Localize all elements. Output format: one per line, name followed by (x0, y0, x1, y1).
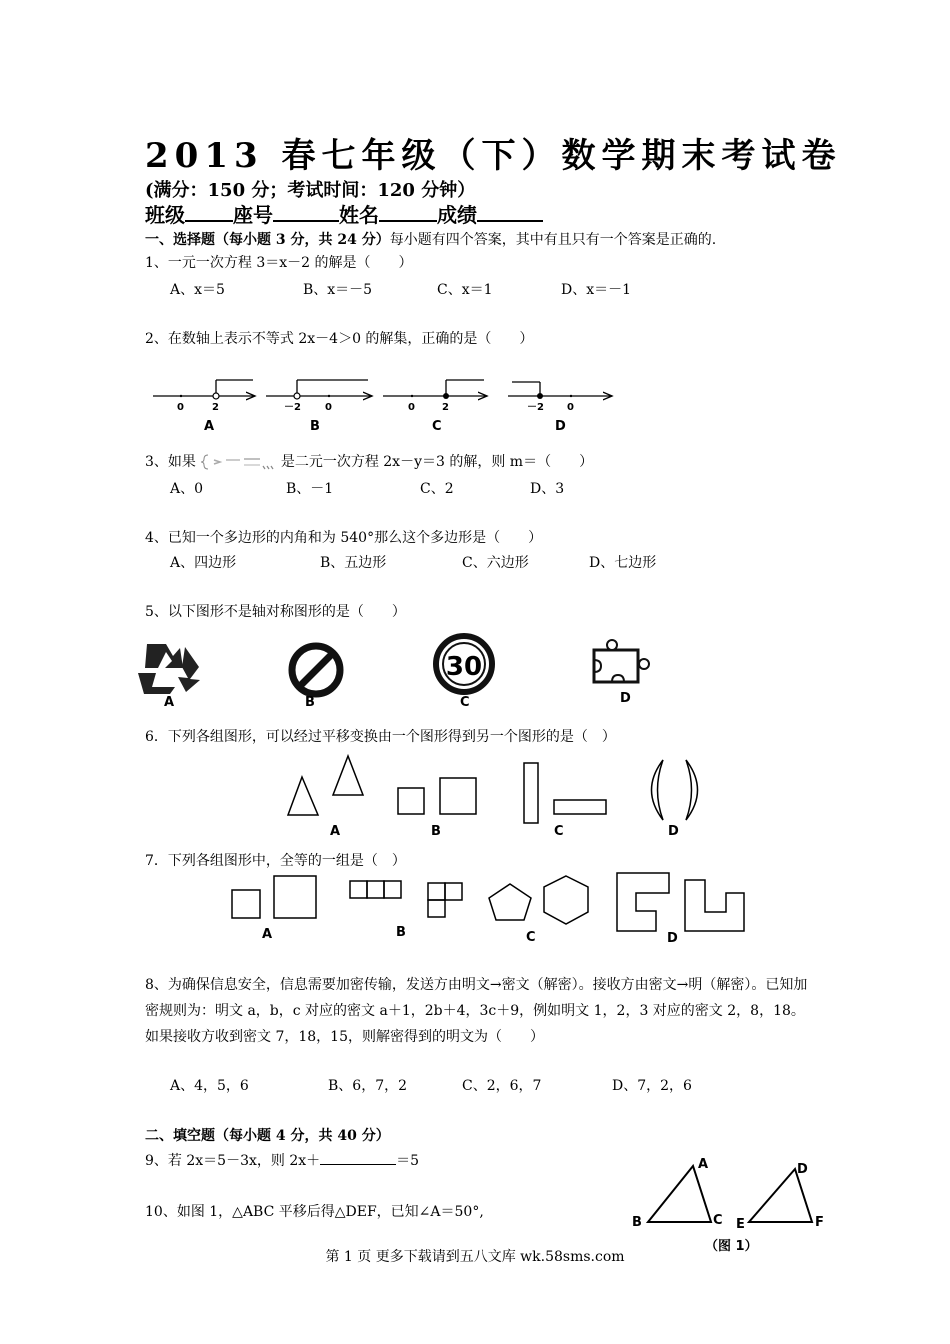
q1-option-c[interactable]: C、x＝1 (437, 282, 493, 298)
triangle-abc (632, 1157, 723, 1230)
q7-label-c: C (526, 930, 536, 945)
q3-option-b[interactable]: B、－1 (286, 481, 334, 497)
q4-option-d[interactable]: D、七边形 (589, 555, 657, 571)
score-label: 成绩 (437, 203, 477, 227)
name-label: 姓名 (339, 203, 379, 227)
q4-option-a[interactable]: A、四边形 (170, 555, 237, 571)
q8-option-b[interactable]: B、6，7，2 (328, 1078, 408, 1094)
q3-stem-suffix: 是二元一次方程 2x－y＝3 的解，则 m＝（ ） (280, 454, 594, 470)
q2-b-tick-neg2: －2 (284, 402, 301, 413)
q8-option-d[interactable]: D、7，2，6 (612, 1078, 692, 1094)
q1-option-b[interactable]: B、x＝－5 (303, 282, 373, 298)
q3-option-c[interactable]: C、2 (420, 481, 454, 497)
q10-stem: 10、如图 1，△ABC 平移后得△DEF，已知∠A＝50°, (145, 1204, 484, 1220)
section-1-title: 一、选择题（每小题 3 分，共 24 分） (145, 232, 390, 248)
q2-a-tick-0: 0 (177, 402, 184, 413)
q3-option-d[interactable]: D、3 (530, 481, 565, 497)
q7-label-d: D (667, 931, 678, 946)
vertex-e: E (736, 1217, 745, 1232)
q5-label-c: C (460, 695, 470, 710)
q5-sign-text: 30 (445, 652, 483, 682)
vertex-a: A (698, 1157, 709, 1172)
q7-stem: 7．下列各组图形中，全等的一组是（ ） (145, 853, 406, 869)
vertex-f: F (815, 1215, 824, 1230)
q4-option-c[interactable]: C、六边形 (462, 555, 529, 571)
q5-stem: 5、以下图形不是轴对称图形的是（ ） (145, 604, 406, 620)
q9-prefix: 9、若 2x＝5－3x，则 2x＋ (145, 1153, 321, 1169)
vertex-d: D (797, 1162, 808, 1177)
vertex-c: C (713, 1213, 723, 1228)
q2-label-b: B (310, 419, 320, 434)
q8-option-a[interactable]: A、4，5，6 (170, 1078, 249, 1094)
section-2-heading: 二、填空题（每小题 4 分，共 40 分） (145, 1128, 390, 1144)
q8-text: 8、为确保信息安全，信息需要加密传输，发送方由明文→密文（解密）。接收方由密文→明（解密）。已知加密规则为：明文 a，b，c 对应的密文 a＋1，2b＋4，3c＋9，例如明文 1，2，3 对应的密文 2，8，18。如果接收方收到密文 7，18，15，则解密得到的明文为（ ） (145, 977, 808, 1045)
q2-c-tick-2: 2 (442, 402, 449, 413)
q1-option-d[interactable]: D、x＝－1 (561, 282, 632, 298)
q4-stem: 4、已知一个多边形的内角和为 540°那么这个多边形是（ ） (145, 530, 543, 546)
q7-label-a: A (262, 927, 273, 942)
figure-1-caption: （图 1） (705, 1239, 758, 1254)
q3-stem-prefix: 3、如果 (145, 454, 196, 470)
triangle-def (736, 1162, 824, 1232)
q5-label-b: B (305, 695, 315, 710)
q9-suffix: ＝5 (396, 1153, 420, 1169)
q4-option-b[interactable]: B、五边形 (320, 555, 387, 571)
q6-label-a: A (330, 824, 341, 839)
q6-label-c: C (554, 824, 564, 839)
q2-c-tick-0: 0 (408, 402, 415, 413)
q6-stem: 6．下列各组图形，可以经过平移变换由一个图形得到另一个图形的是（ ） (145, 729, 616, 745)
seat-label: 座号 (233, 203, 273, 227)
page-footer: 第 1 页 更多下载请到五八文库 wk.58sms.com (325, 1249, 625, 1265)
q6-label-d: D (668, 824, 679, 839)
page-title: 2013 春七年级（下）数学期末考试卷 (145, 136, 842, 176)
q2-label-c: C (432, 419, 442, 434)
exam-meta: (满分：150 分；考试时间：120 分钟） (145, 180, 476, 201)
class-label: 班级 (145, 203, 185, 227)
q1-option-a[interactable]: A、x＝5 (170, 282, 225, 298)
section-1-instruction: 每小题有四个答案，其中有且只有一个答案是正确的. (389, 232, 717, 248)
q6-label-b: B (431, 824, 441, 839)
q2-d-tick-neg2: －2 (527, 402, 544, 413)
q2-d-tick-0: 0 (567, 402, 574, 413)
q2-label-a: A (204, 419, 215, 434)
q2-a-tick-2: 2 (212, 402, 219, 413)
q3-option-a[interactable]: A、0 (170, 481, 204, 497)
q2-b-tick-0: 0 (325, 402, 332, 413)
q8-option-c[interactable]: C、2，6，7 (462, 1078, 542, 1094)
q7-label-b: B (396, 925, 406, 940)
q5-label-a: A (164, 695, 175, 710)
vertex-b: B (632, 1215, 642, 1230)
q2-label-d: D (555, 419, 566, 434)
q1-stem: 1、一元一次方程 3＝x－2 的解是（ ） (145, 255, 413, 271)
q2-stem: 2、在数轴上表示不等式 2x－4＞0 的解集，正确的是（ ） (145, 331, 534, 347)
q5-label-d: D (620, 691, 631, 706)
